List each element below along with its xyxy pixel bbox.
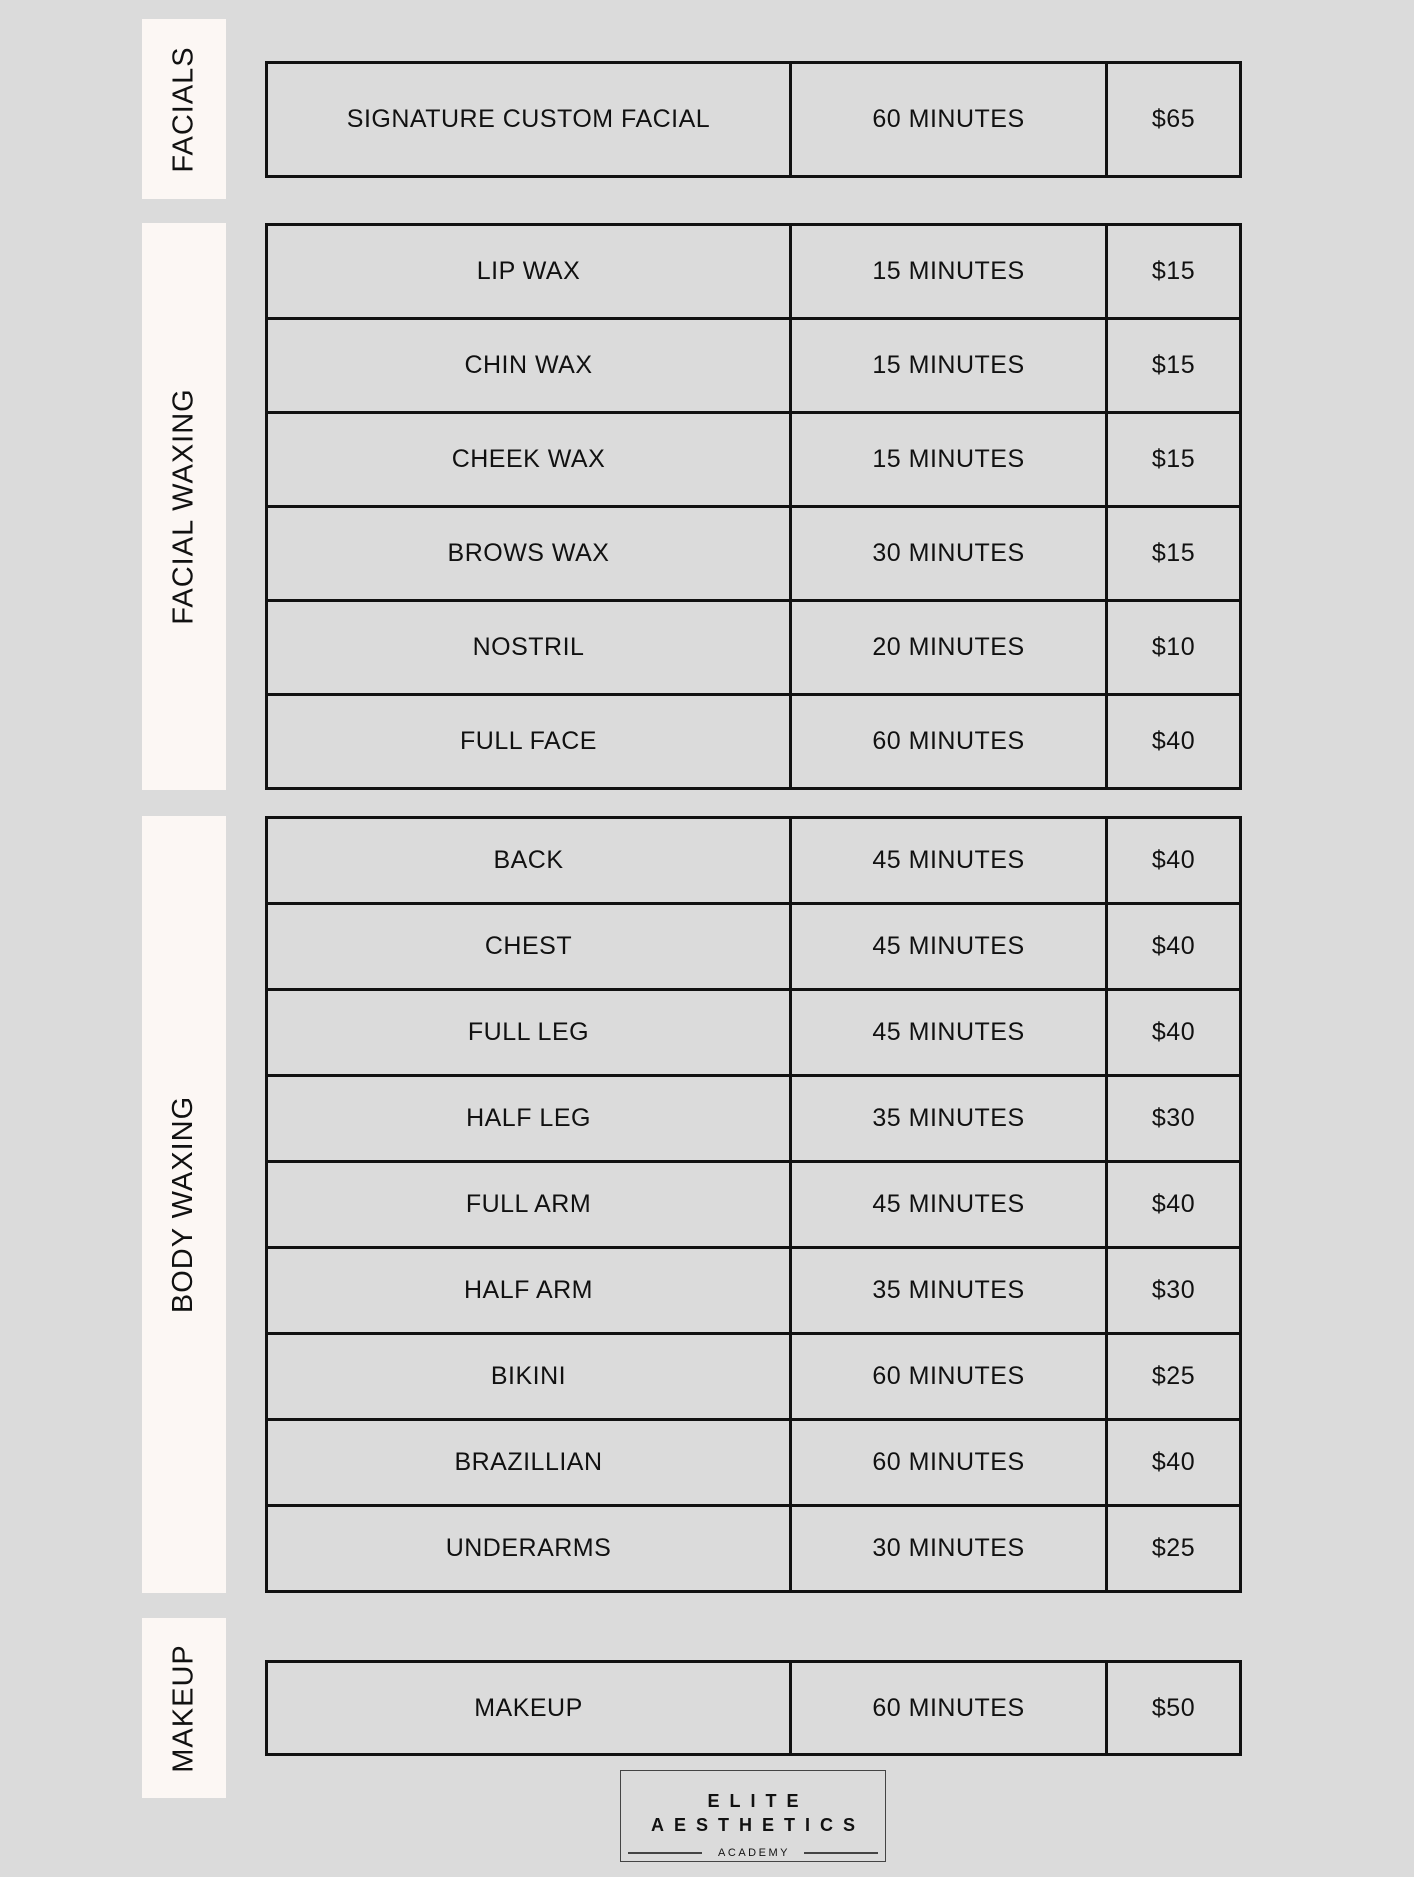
section-label (142, 1618, 226, 1798)
service-price: $40 (1151, 1190, 1196, 1218)
service-duration: 45 MINUTES (792, 905, 1108, 988)
service-duration: 60 MINUTES (792, 1663, 1108, 1753)
logo-divider-right (804, 1852, 878, 1854)
service-duration: 45 MINUTES (792, 1163, 1108, 1246)
service-price: $40 (1151, 846, 1196, 874)
service-name: FULL ARM (268, 1163, 792, 1246)
service-name: SIGNATURE CUSTOM FACIAL (268, 64, 792, 175)
service-price: $65 (1151, 105, 1196, 133)
service-price: $25 (1151, 1362, 1196, 1390)
price-table (265, 1660, 1242, 1756)
table-row (268, 819, 1239, 905)
logo-line-aesthetics: AESTHETICS (650, 1815, 865, 1835)
service-price: $40 (1151, 1448, 1196, 1476)
service-name: BROWS WAX (268, 508, 792, 599)
service-price: $10 (1151, 633, 1196, 661)
table-row (268, 226, 1239, 320)
logo-academy-row (621, 1847, 885, 1859)
table-row (268, 320, 1239, 414)
service-name: LIP WAX (268, 226, 792, 317)
service-name: MAKEUP (268, 1663, 792, 1753)
service-name: FULL LEG (268, 991, 792, 1074)
service-price: $15 (1151, 539, 1196, 567)
service-price: $50 (1151, 1693, 1196, 1722)
service-duration: 30 MINUTES (792, 1507, 1108, 1590)
table-row (268, 1163, 1239, 1249)
service-name: HALF ARM (268, 1249, 792, 1332)
section-facials (0, 19, 1414, 199)
section-label (142, 816, 226, 1593)
section-label-text: FACIAL WAXING (167, 388, 200, 625)
logo-divider-left (628, 1852, 702, 1854)
table-row (268, 905, 1239, 991)
service-name: UNDERARMS (268, 1507, 792, 1590)
service-price: $30 (1151, 1276, 1196, 1304)
service-name: CHEEK WAX (268, 414, 792, 505)
service-price: $30 (1151, 1104, 1196, 1132)
service-name: NOSTRIL (268, 602, 792, 693)
section-label-text: BODY WAXING (167, 1095, 200, 1314)
service-duration: 20 MINUTES (792, 602, 1108, 693)
table-row (268, 1249, 1239, 1335)
table-row (268, 64, 1239, 175)
section-facial-waxing (0, 223, 1414, 790)
service-duration: 35 MINUTES (792, 1077, 1108, 1160)
service-name: BIKINI (268, 1335, 792, 1418)
service-price: $40 (1151, 1018, 1196, 1046)
service-duration: 15 MINUTES (792, 414, 1108, 505)
table-row (268, 1077, 1239, 1163)
table-row (268, 696, 1239, 787)
service-duration: 60 MINUTES (792, 1335, 1108, 1418)
section-label-text: FACIALS (167, 45, 200, 173)
service-duration: 45 MINUTES (792, 819, 1108, 902)
service-price: $15 (1151, 257, 1196, 285)
table-row (268, 1663, 1239, 1753)
service-price: $40 (1151, 932, 1196, 960)
service-name: FULL FACE (268, 696, 792, 787)
service-name: BACK (268, 819, 792, 902)
service-price: $15 (1151, 445, 1196, 473)
service-price: $15 (1151, 351, 1196, 379)
section-label (142, 223, 226, 790)
logo-line-elite: ELITE (707, 1791, 809, 1811)
service-duration: 30 MINUTES (792, 508, 1108, 599)
service-duration: 60 MINUTES (792, 1421, 1108, 1504)
service-duration: 45 MINUTES (792, 991, 1108, 1074)
section-body-waxing (0, 816, 1414, 1593)
service-name: CHEST (268, 905, 792, 988)
price-table (265, 816, 1242, 1593)
logo-line-academy: ACADEMY (718, 1847, 790, 1859)
table-row (268, 508, 1239, 602)
price-table (265, 223, 1242, 790)
service-price: $40 (1151, 727, 1196, 755)
service-duration: 60 MINUTES (792, 64, 1108, 175)
service-duration: 60 MINUTES (792, 696, 1108, 787)
table-row (268, 1421, 1239, 1507)
service-name: HALF LEG (268, 1077, 792, 1160)
table-row (268, 1507, 1239, 1590)
table-row (268, 414, 1239, 508)
section-label-text: MAKEUP (167, 1643, 200, 1773)
table-row (268, 1335, 1239, 1421)
service-price: $25 (1151, 1534, 1196, 1562)
price-table (265, 61, 1242, 178)
service-duration: 15 MINUTES (792, 320, 1108, 411)
brand-logo (620, 1770, 886, 1862)
section-label (142, 19, 226, 199)
table-row (268, 602, 1239, 696)
service-duration: 35 MINUTES (792, 1249, 1108, 1332)
service-name: BRAZILLIAN (268, 1421, 792, 1504)
table-row (268, 991, 1239, 1077)
service-name: CHIN WAX (268, 320, 792, 411)
service-duration: 15 MINUTES (792, 226, 1108, 317)
